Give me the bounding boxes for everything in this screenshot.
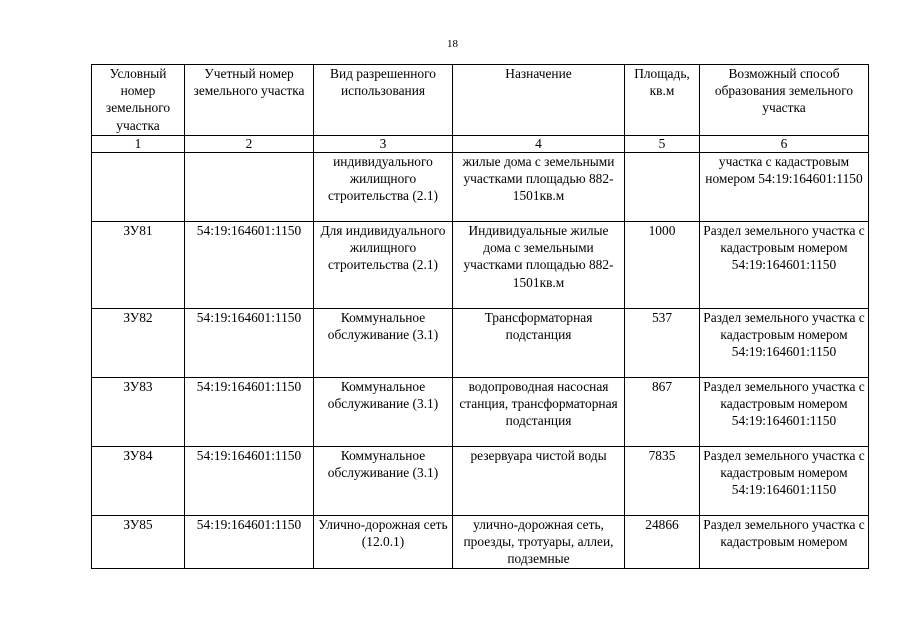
header-purpose: Назначение — [453, 65, 625, 136]
cell-permitted-use: индивидуального жилищного строительства (2.1) — [314, 153, 453, 222]
cell-plot-id: ЗУ82 — [92, 309, 185, 378]
column-number: 5 — [625, 136, 700, 153]
cell-permitted-use: Улично-дорожная сеть (12.0.1) — [314, 516, 453, 569]
column-number: 1 — [92, 136, 185, 153]
table-row — [92, 378, 869, 447]
cell-plot-id — [92, 153, 185, 222]
cell-purpose: водопроводная насосная станция, трансформаторная подстанция — [453, 378, 625, 447]
cell-cadastral-number: 54:19:164601:1150 — [185, 309, 314, 378]
header-cadastral-number: Учетный номер земельного участка — [185, 65, 314, 136]
cell-cadastral-number — [185, 153, 314, 222]
cell-formation-method: Раздел земельного участка с кадастровым номером 54:19:164601:1150 — [700, 447, 869, 516]
cell-permitted-use: Для индивидуального жилищного строительства (2.1) — [314, 222, 453, 309]
land-plots-table — [91, 64, 869, 569]
table-header-row — [92, 65, 869, 136]
cell-area: 1000 — [625, 222, 700, 309]
table-row-continuation — [92, 153, 869, 222]
column-number: 3 — [314, 136, 453, 153]
table-row — [92, 516, 869, 569]
cell-cadastral-number: 54:19:164601:1150 — [185, 378, 314, 447]
cell-area: 7835 — [625, 447, 700, 516]
cell-formation-method: Раздел земельного участка с кадастровым номером 54:19:164601:1150 — [700, 222, 869, 309]
cell-formation-method: Раздел земельного участка с кадастровым номером — [700, 516, 869, 569]
cell-purpose: резервуара чистой воды — [453, 447, 625, 516]
column-number: 2 — [185, 136, 314, 153]
cell-plot-id: ЗУ81 — [92, 222, 185, 309]
header-permitted-use: Вид разрешенного использования — [314, 65, 453, 136]
cell-permitted-use: Коммунальное обслуживание (3.1) — [314, 378, 453, 447]
cell-area: 867 — [625, 378, 700, 447]
header-area: Площадь, кв.м — [625, 65, 700, 136]
cell-cadastral-number: 54:19:164601:1150 — [185, 516, 314, 569]
cell-formation-method: Раздел земельного участка с кадастровым номером 54:19:164601:1150 — [700, 309, 869, 378]
cell-cadastral-number: 54:19:164601:1150 — [185, 447, 314, 516]
column-number: 4 — [453, 136, 625, 153]
header-formation-method: Возможный способ образования земельного участка — [700, 65, 869, 136]
column-number: 6 — [700, 136, 869, 153]
cell-area: 537 — [625, 309, 700, 378]
table-row — [92, 309, 869, 378]
cell-purpose: жилые дома с земельными участками площадью 882-1501кв.м — [453, 153, 625, 222]
cell-permitted-use: Коммунальное обслуживание (3.1) — [314, 309, 453, 378]
cell-plot-id: ЗУ85 — [92, 516, 185, 569]
table-row — [92, 447, 869, 516]
cell-area: 24866 — [625, 516, 700, 569]
cell-area — [625, 153, 700, 222]
page-number: 18 — [447, 38, 458, 50]
table-row — [92, 222, 869, 309]
cell-purpose: улично-дорожная сеть, проезды, тротуары, аллеи, подземные — [453, 516, 625, 569]
cell-formation-method: Раздел земельного участка с кадастровым номером 54:19:164601:1150 — [700, 378, 869, 447]
cell-plot-id: ЗУ84 — [92, 447, 185, 516]
header-plot-id: Условный номер земельного участка — [92, 65, 185, 136]
cell-cadastral-number: 54:19:164601:1150 — [185, 222, 314, 309]
cell-purpose: Индивидуальные жилые дома с земельными участками площадью 882-1501кв.м — [453, 222, 625, 309]
cell-purpose: Трансформаторная подстанция — [453, 309, 625, 378]
column-number-row — [92, 136, 869, 153]
cell-formation-method: участка с кадастровым номером 54:19:164601:1150 — [700, 153, 869, 222]
cell-permitted-use: Коммунальное обслуживание (3.1) — [314, 447, 453, 516]
cell-plot-id: ЗУ83 — [92, 378, 185, 447]
